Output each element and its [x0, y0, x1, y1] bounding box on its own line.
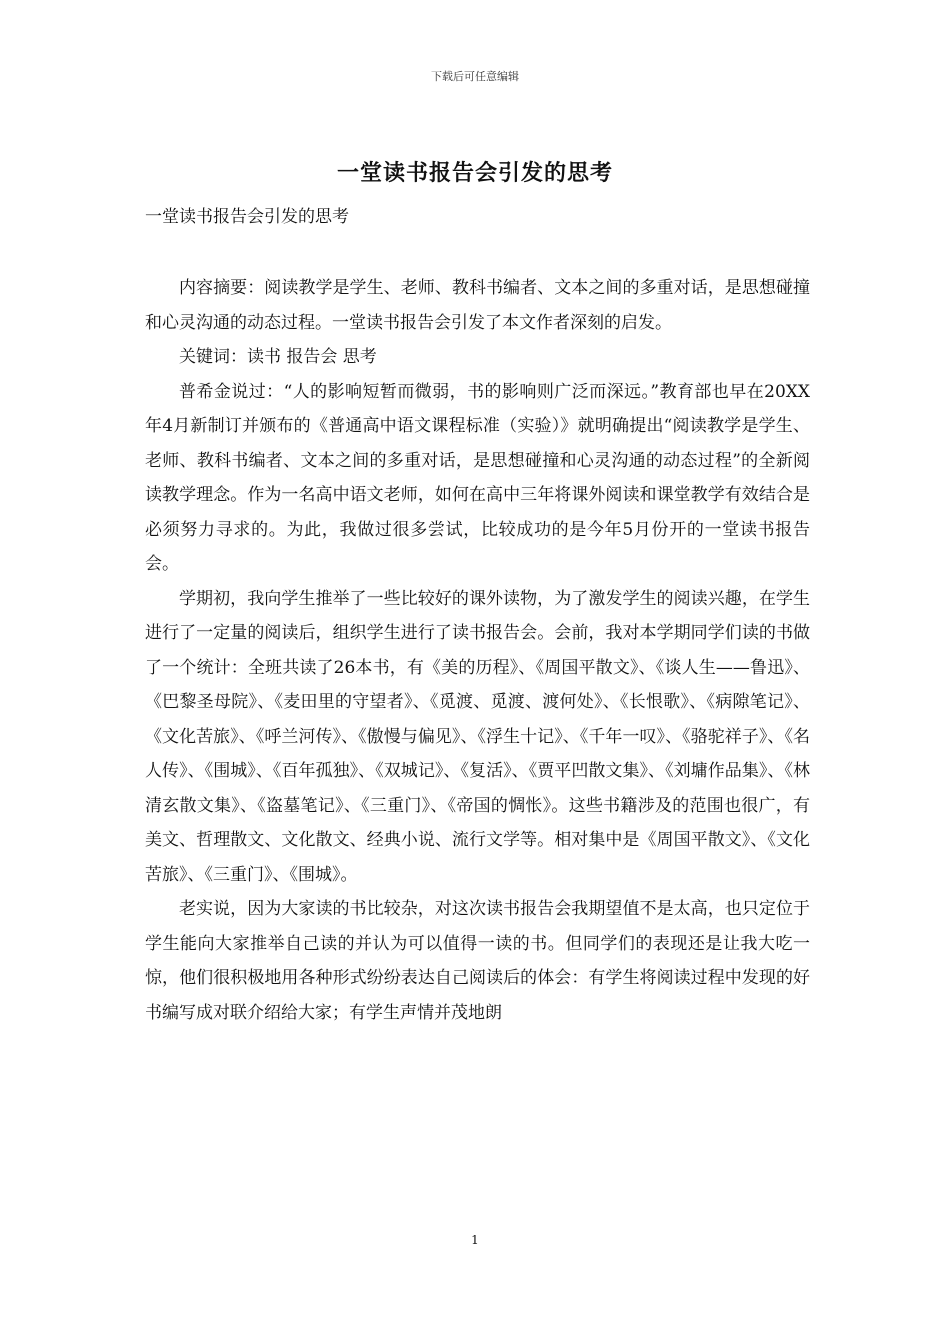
document-subtitle: 一堂读书报告会引发的思考 [145, 207, 349, 227]
keywords-paragraph: 关键词：读书 报告会 思考 [179, 347, 377, 367]
document-body [145, 271, 810, 1030]
body-paragraph: 学期初，我向学生推举了一些比较好的课外读物，为了激发学生的阅读兴趣，在学生进行了一定量的阅读后，组织学生进行了读书报告会。会前，我对本学期同学们读的书做了一个统计：全班共读了26本书，有《美的历程》、《周国平散文》、《谈人生——鲁迅》、《巴黎圣母院》、《麦田里的守望者》、《觅渡、觅渡、渡何处》、《长恨歌》、《病隙笔记》、《文化苦旅》、《呼兰河传》、《傲慢与偏见》、《浮生十记》、《千年一叹》、《骆驼祥子》、《名人传》、《围城》、《百年孤独》、《双城记》、《复活》、《贾平凹散文集》、《刘墉作品集》、《林清玄散文集》、《盗墓笔记》、《三重门》、《帝国的惆怅》。这些书籍涉及的范围也很广，有美文、哲理散文、文化散文、经典小说、流行文学等。相对集中是《周国平散文》、《文化苦旅》、《三重门》、《围城》。 [145, 588, 810, 885]
body-paragraph: 普希金说过：“人的影响短暂而微弱，书的影响则广泛而深远。”教育部也早在20XX年4月新制订并颁布的《普通高中语文课程标准（实验）》就明确提出“阅读教学是学生、老师、教科书编者、文本之间的多重对话，是思想碰撞和心灵沟通的动态过程”的全新阅读教学理念。作为一名高中语文老师，如何在高中三年将课外阅读和课堂教学有效结合是必须努力寻求的。为此，我做过很多尝试，比较成功的是今年5月份开的一堂读书报告会。 [145, 381, 810, 574]
abstract-paragraph: 内容摘要：阅读教学是学生、老师、教科书编者、文本之间的多重对话，是思想碰撞和心灵沟通的动态过程。一堂读书报告会引发了本文作者深刻的启发。 [145, 278, 810, 333]
header-note: 下载后可任意编辑 [431, 70, 519, 83]
document-title: 一堂读书报告会引发的思考 [336, 160, 613, 186]
page-number: 1 [471, 1233, 479, 1247]
body-paragraph: 老实说，因为大家读的书比较杂，对这次读书报告会我期望值不是太高，也只定位于学生能向大家推举自己读的并认为可以值得一读的书。但同学们的表现还是让我大吃一惊，他们很积极地用各种形式纷纷表达自己阅读后的体会：有学生将阅读过程中发现的好书编写成对联介绍给大家；有学生声情并茂地朗 [145, 899, 810, 1023]
